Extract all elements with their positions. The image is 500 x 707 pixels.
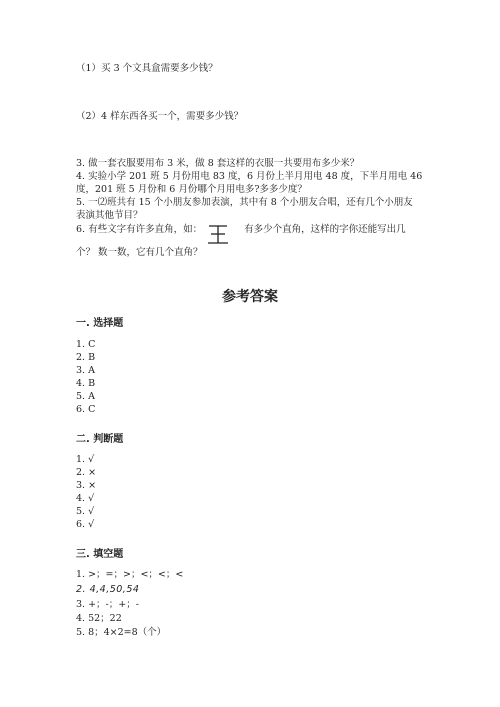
question-5-line-2: 表演其他节目？ [76,210,143,221]
question-6-left-text: 6. 有些文字有许多直角，如： [76,224,203,235]
fill-answer-1: 1. >；=；>；<；<；< [76,569,184,580]
question-6-line-2: 个？ 数一数，它有几个直角？ [76,247,203,258]
judge-answer-1: 1. √ [76,454,95,465]
wang-character-icon [206,222,230,246]
judge-answer-6: 6. √ [76,519,95,530]
question-2: （2）4 样东西各买一个，需要多少钱？ [76,111,244,122]
section-fill-heading: 三. 填空题 [76,549,124,560]
question-3: 3. 做一套衣服要用布 3 米，做 8 套这样的衣服一共要用布多少米？ [76,158,360,169]
fill-answer-4: 4. 52；22 [76,613,122,624]
choice-answer-2: 2. B [76,352,96,363]
fill-answer-5: 5. 8；4×2=8（个） [76,627,167,638]
fill-answer-3: 3. +；-；+；- [76,599,139,610]
section-choice-heading: 一. 选择题 [76,318,124,329]
choice-answer-5: 5. A [76,391,95,402]
fill-answer-2: 2. 4,4,50,54 [76,584,140,595]
question-4-line-2: 度，201 班 5 月份和 6 月份哪个月用电多?多多少度？ [76,184,307,195]
judge-answer-5: 5. √ [76,506,95,517]
choice-answer-1: 1. C [76,339,96,350]
choice-answer-6: 6. C [76,404,96,415]
choice-answer-3: 3. A [76,365,95,376]
question-4-line-1: 4. 实验小学 201 班 5 月份用电 83 度，6 月份上半月用电 48 度，下半月用电 46 [76,171,423,182]
judge-answer-3: 3. × [76,480,97,491]
judge-answer-4: 4. √ [76,493,95,504]
answer-title: 参考答案 [222,289,278,305]
question-6-right-text: 有多少个直角，这样的字你还能写出几 [244,224,406,235]
judge-answer-2: 2. × [76,467,97,478]
section-judge-heading: 二. 判断题 [76,434,124,445]
choice-answer-4: 4. B [76,378,96,389]
question-6-line-1 [76,223,406,236]
question-5-line-1: 5. 一⑵班共有 15 个小朋友参加表演，其中有 8 个小朋友合唱，还有几个小朋友 [76,197,413,208]
question-1: （1）买 3 个文具盒需要多少钱？ [76,63,218,74]
